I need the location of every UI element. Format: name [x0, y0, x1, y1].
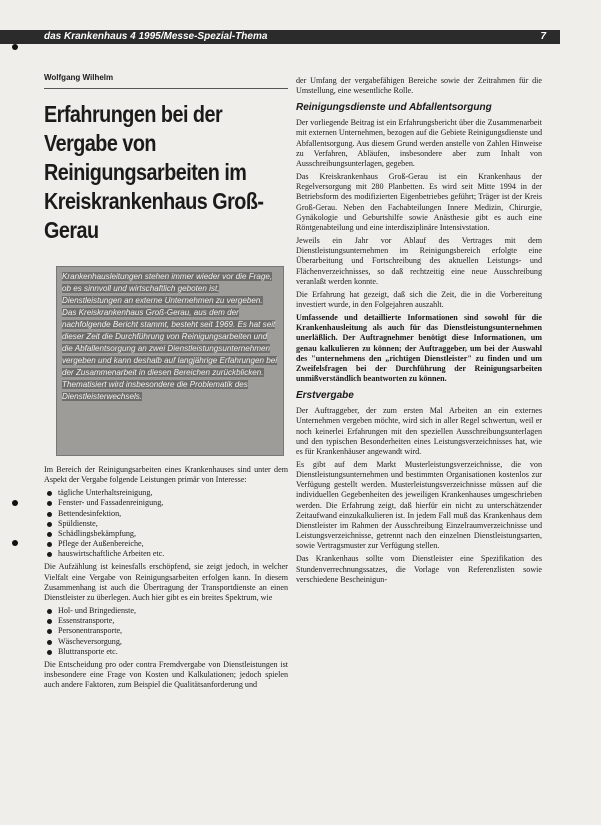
list-item: Bettendesinfektion,: [44, 509, 288, 519]
services-list: [44, 488, 288, 559]
lead-text: Krankenhausleitungen stehen immer wieder vor die Frage, ob es sinnvoll und wirtschaftlich geboten ist, Dienstleistungen an externe Unternehmen zu vergeben. Das Kreiskrankenhaus Groß-Gerau, aus dem der nachfolgende Bericht stammt, besteht seit 1969. Es hat seit dieser Zeit die Durchführung von Reinigungsarbeiten und die Abfallentsorgung an zwei Dienstleistungsunternehmen vergeben und kann deshalb auf langjährige Erfahrungen bei der Zusammenarbeit in diesen Bereichen zurückblicken. Thematisiert wird insbesondere die Problematik des Dienstleisterwechsels.: [62, 272, 278, 401]
list-item: Pflege der Außenbereiche,: [44, 539, 288, 549]
page-number: 7: [540, 31, 546, 42]
list-item: Schädlingsbekämpfung,: [44, 529, 288, 539]
paragraph: Das Kreiskrankenhaus Groß-Gerau ist ein Krankenhaus der Regelversorgung mit 280 Planbetten. Es wird seit Mitte 1994 in der Betriebsform des modifizierten Eigenbetriebes geführt; Träger ist der Kreis Groß-Gerau. Neben den Fachabteilungen Innere Medizin, Chirurgie, Gynäkologie und Geburtshilfe sowie Anästhesie gibt es auch eine Röntgenabteilung und eine interdisziplinäre Intensivstation.: [296, 172, 542, 232]
paragraph: Es gibt auf dem Markt Musterleistungsverzeichnisse, die von Dienstleistungsunternehmen und bestimmten Organisationen kostenlos zur Verfügung gestellt werden. Musterleistungsverzeichnisse müssen auf die individuellen Gegebenheiten des jeweiligen Krankenhauses umgeschrieben werden. Die Erfahrung zeigt, daß hierfür ein nicht zu unterschätzender Zeitaufwand einzukalkulieren ist. In jedem Fall muß das Krankenhaus dem Dienstleister im Rahmen der Ausschreibung Einzelraumverzeichnisse und Leistungsverzeichnisse, getrennt nach den einzelnen Dienstleistungsarten, sowie Vertragsmuster zur Verfügung stellen.: [296, 460, 542, 551]
paragraph: Der vorliegende Beitrag ist ein Erfahrungsbericht über die Zusammenarbeit mit externen Unternehmen, bezogen auf die Gebiete Reinigungsdienste und Abfallentsorgung. Aus diesem Grund werden anstelle von Zahlen Hinweise zu Verfahren, Abläufen, insbesondere aber zum Inhalt von Ausschreibungsunterlagen, gegeben.: [296, 118, 542, 168]
subheading: Erstvergabe: [296, 390, 354, 402]
right-column: [296, 76, 542, 588]
paragraph: Das Krankenhaus sollte vom Dienstleister eine Spezifikation des Stundenverrechnungssatzes, die Vorlage von Referenzlisten sowie verschiedene Bescheinigun-: [296, 554, 542, 584]
paragraph: der Umfang der vergabefähigen Bereiche sowie der Zeitrahmen für die Umstellung, eine wesentliche Rolle.: [296, 76, 542, 96]
paragraph: Umfassende und detaillierte Informationen sind sowohl für die Krankenhausleitung als auch für das Dienstleistungsunternehmen unerläßlich. Der Auftragnehmer benötigt diese Informationen, um genau kalkulieren zu können; der Auftraggeber, um bei der Auswahl des "unternehmens den „richtigen Dienstleister" zu finden und um Zweifelsfragen bei der Durchführung der Reinigungsarbeiten unmißverständlich beantworten zu können.: [296, 313, 542, 384]
list-item: Hol- und Bringedienste,: [44, 606, 288, 616]
subheading: Reinigungsdienste und Abfallentsorgung: [296, 102, 492, 114]
list-item: Spüldienste,: [44, 519, 288, 529]
header-title: das Krankenhaus 4 1995/Messe-Spezial-Thema: [44, 31, 268, 42]
paragraph: Die Erfahrung hat gezeigt, daß sich die Zeit, die in die Vorbereitung investiert wurde, in den Folgejahren auszahlt.: [296, 289, 542, 309]
author-name: Wolfgang Wilhelm: [44, 73, 114, 82]
punch-hole-icon: [12, 540, 18, 546]
paragraph: Die Entscheidung pro oder contra Fremdvergabe von Dienstleistungen ist insbesondere eine Frage von Kosten und Kalkulationen; jedoch spielen auch andere Faktoren, zum Beispiel die Qualitätsanforderung und: [44, 659, 288, 690]
punch-hole-icon: [12, 44, 18, 50]
paragraph: Im Bereich der Reinigungsarbeiten eines Krankenhauses sind unter dem Aspekt der Vergabe folgende Leistungen primär von Interesse:: [44, 465, 288, 485]
list-item: Bluttransporte etc.: [44, 647, 288, 657]
lead-box: [56, 266, 284, 456]
punch-hole-icon: [12, 500, 18, 506]
list-item: hauswirtschaftliche Arbeiten etc.: [44, 549, 288, 559]
paragraph: Der Auftraggeber, der zum ersten Mal Arbeiten an ein externes Unternehmen vergeben möchte, wird sich in aller Regel schwertun, weil er noch keinerlei Erfahrungen mit den speziellen Ausschreibungsunterlagen und den typischen Besonderheiten eines Leistungsverzeichnisses hat, wie es für Krankenhäuser angewandt wird.: [296, 406, 542, 456]
list-item: Essenstransporte,: [44, 616, 288, 626]
list-item: Fenster- und Fassadenreinigung,: [44, 498, 288, 508]
list-item: Wäscheversorgung,: [44, 637, 288, 647]
transport-list: [44, 606, 288, 657]
paragraph: Jeweils ein Jahr vor Ablauf des Vertrages mit dem Dienstleistungsunternehmen im Reinigungsbereich erfolgte eine Überarbeitung und Fortschreibung des aktuellen Leistungs- und Flächenverzeichnisses, so daß rechtzeitig eine neue Ausschreibung veranlaßt werden konnte.: [296, 236, 542, 286]
paragraph: Die Aufzählung ist keinesfalls erschöpfend, sie zeigt jedoch, in welcher Vielfalt eine Vergabe von Reinigungsarbeiten erfolgen kann. In diesem Zusammenhang ist auch die Übertragung der Transportdienste an einen Dienstleister zu überlegen. Auch hier gibt es ein breites Spektrum, wie: [44, 562, 288, 602]
left-column: [44, 465, 288, 693]
running-header: [0, 30, 560, 44]
list-item: Personentransporte,: [44, 626, 288, 636]
article-title: Erfahrungen bei der Vergabe von Reinigungsarbeiten im Kreiskrankenhaus Groß-Gerau: [44, 101, 264, 243]
list-item: tägliche Unterhaltsreinigung,: [44, 488, 288, 498]
divider: [44, 88, 288, 89]
